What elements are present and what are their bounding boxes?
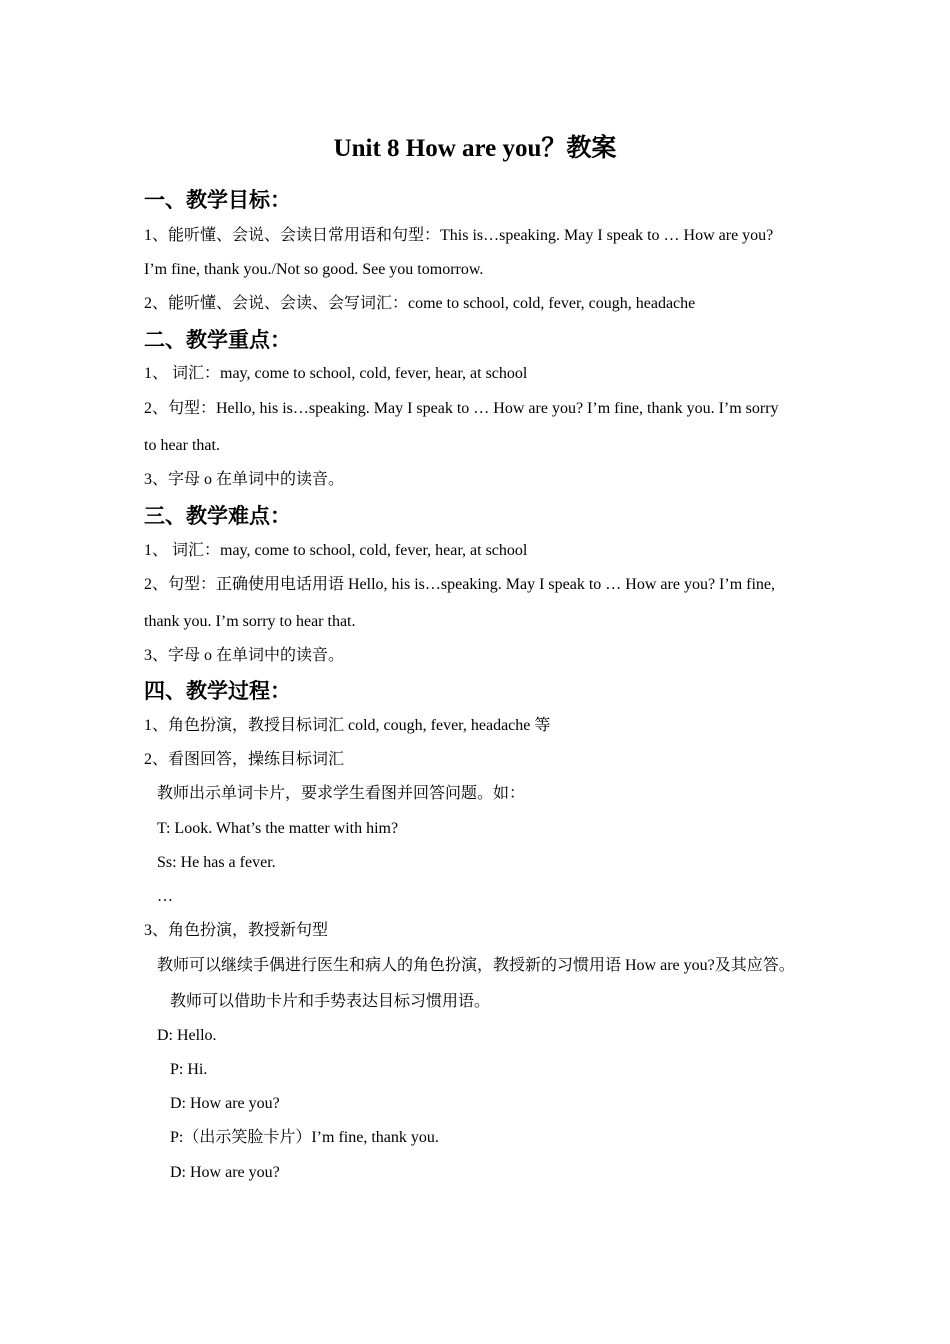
document-title: Unit 8 How are you？教案: [333, 135, 617, 162]
paragraph-line: thank you. I’m sorry to hear that.: [144, 613, 356, 630]
paragraph-line: to hear that.: [144, 437, 220, 454]
paragraph-line: 1、角色扮演，教授目标词汇 cold, cough, fever, headache 等: [144, 717, 551, 734]
paragraph-line: …: [157, 888, 173, 905]
paragraph-line: D: How are you?: [170, 1164, 280, 1181]
paragraph-line: 3、角色扮演，教授新句型: [144, 922, 329, 939]
paragraph-line: Ss: He has a fever.: [157, 854, 276, 871]
paragraph-line: 教师可以继续手偶进行医生和病人的角色扮演，教授新的习惯用语 How are you?及其应答。: [157, 957, 795, 974]
section-heading: 三、教学难点：: [144, 504, 291, 528]
paragraph-line: 1、 词汇：may, come to school, cold, fever, hear, at school: [144, 365, 528, 382]
section-heading: 四、教学过程：: [144, 679, 291, 703]
paragraph-line: 1、 词汇：may, come to school, cold, fever, hear, at school: [144, 542, 528, 559]
paragraph-line: P: Hi.: [170, 1061, 208, 1078]
paragraph-line: T: Look. What’s the matter with him?: [157, 820, 399, 837]
section-heading: 二、教学重点：: [144, 328, 291, 352]
paragraph-line: 2、看图回答，操练目标词汇: [144, 751, 345, 768]
paragraph-line: P:（出示笑脸卡片）I’m fine, thank you.: [170, 1129, 439, 1146]
section-heading: 一、教学目标：: [144, 188, 291, 212]
paragraph-line: 2、句型：Hello, his is…speaking. May I speak to … How are you? I’m fine, thank you. I’m sorry: [144, 400, 779, 417]
paragraph-line: D: How are you?: [170, 1095, 280, 1112]
paragraph-line: 教师出示单词卡片，要求学生看图并回答问题。如：: [157, 785, 526, 802]
paragraph-line: 1、能听懂、会说、会读日常用语和句型：This is…speaking. May I speak to … How are you?: [144, 227, 774, 244]
paragraph-line: D: Hello.: [157, 1027, 217, 1044]
paragraph-line: 2、句型：正确使用电话用语 Hello, his is…speaking. May I speak to … How are you? I’m fine,: [144, 576, 776, 593]
paragraph-line: I’m fine, thank you./Not so good. See you tomorrow.: [144, 261, 484, 278]
paragraph-line: 2、能听懂、会说、会读、会写词汇：come to school, cold, fever, cough, headache: [144, 295, 696, 312]
paragraph-line: 3、字母 o 在单词中的读音。: [144, 647, 345, 664]
paragraph-line: 教师可以借助卡片和手势表达目标习惯用语。: [170, 993, 491, 1010]
paragraph-line: 3、字母 o 在单词中的读音。: [144, 471, 345, 488]
